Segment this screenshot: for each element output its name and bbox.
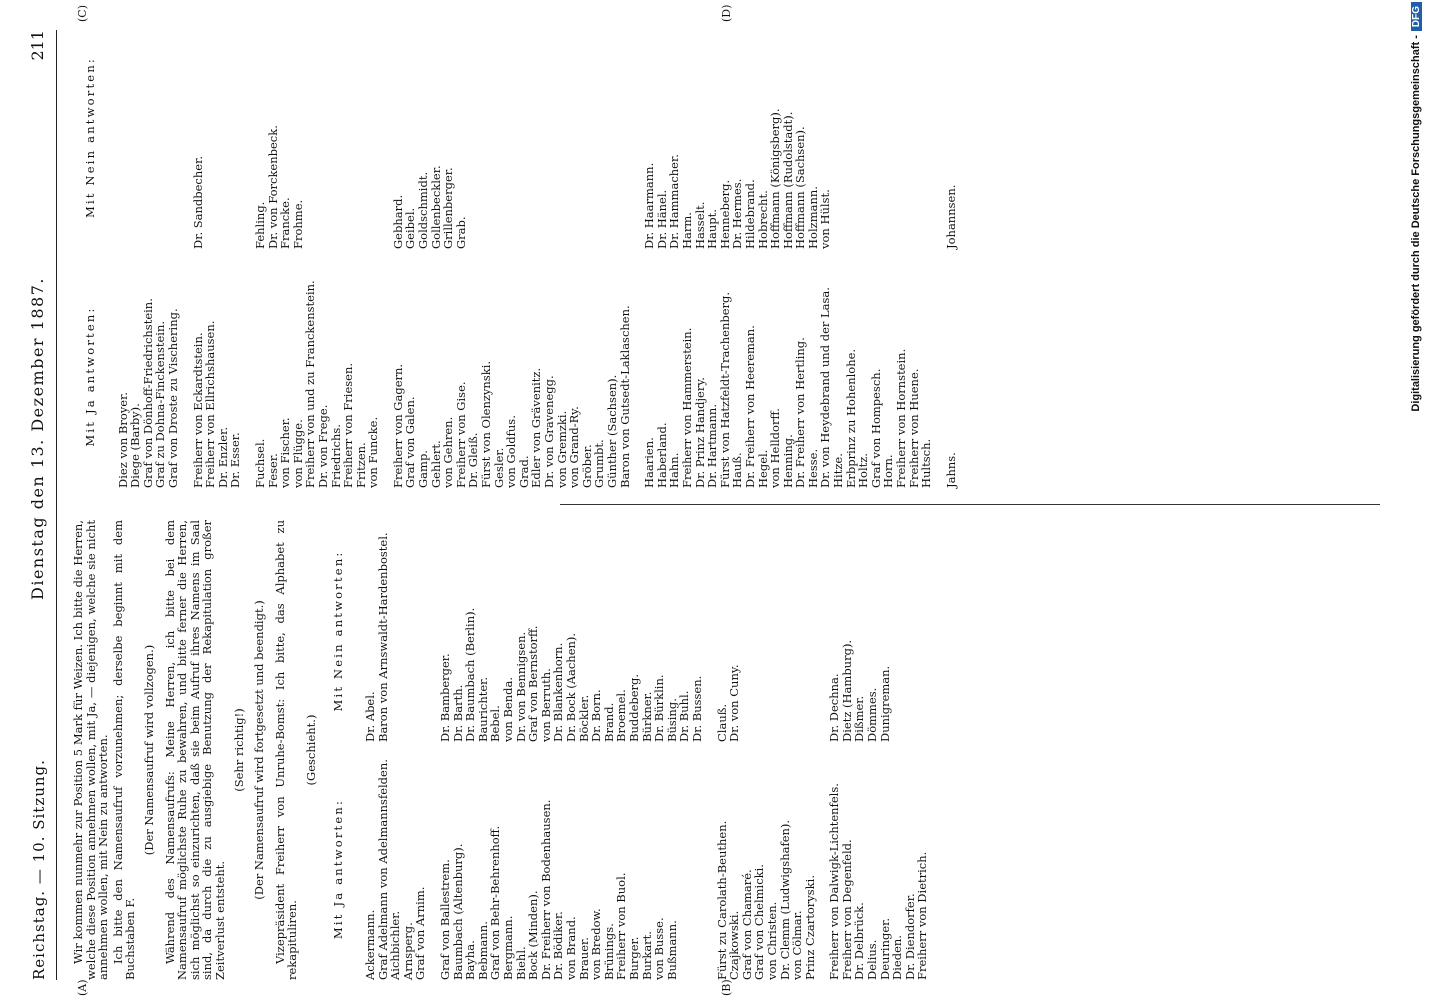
ja-heading: Mit Ja antworten: <box>330 798 345 940</box>
list-item: Edler von Grävenitz. <box>529 367 544 488</box>
list-item: Dr. von Bennigsen. <box>513 631 528 742</box>
list-item: von Gremzki. <box>554 410 569 488</box>
list-item: Graf von Arnim. <box>413 886 428 980</box>
list-item: Böckler. <box>576 694 591 742</box>
list-item: Delius. <box>865 939 880 980</box>
list-item: Dunigreman. <box>877 665 892 742</box>
list-item: Baumbach (Altenburg). <box>450 843 465 980</box>
margin-marker-a: (A) <box>76 979 89 996</box>
list-item: von Fischer. <box>278 417 293 488</box>
list-item: Dietz (Hamburg). <box>839 639 854 742</box>
list-item: Hoffmann (Sachsen). <box>793 126 808 249</box>
list-item: Graf von Chamaré. <box>739 869 754 980</box>
ja-list-a <box>364 758 427 980</box>
list-item: Fritzen. <box>353 442 368 488</box>
note-geschieht: (Geschieht.) <box>303 714 318 786</box>
vote-group-d <box>828 520 929 980</box>
list-item: von Helldorff. <box>768 408 783 488</box>
note-fortgesetzt: (Der Namensaufruf wird fortgesetzt und beendigt.) <box>252 600 267 900</box>
list-item: Dr. Bürklin. <box>652 674 667 742</box>
list-item: Dieden. <box>890 935 905 980</box>
list-item: Bock (Minden). <box>526 890 541 980</box>
list-item: Graf von Droste zu Vischering. <box>165 308 180 488</box>
list-item: Dr. Dechna. <box>827 673 842 742</box>
list-item: Jahns. <box>943 452 958 488</box>
list-item: Buddeberg. <box>626 673 641 742</box>
list-item: von Grand-Ry. <box>567 406 582 488</box>
list-item: Gehlert. <box>428 440 443 488</box>
header-left: Reichstag. — 10. Sitzung. <box>30 759 48 980</box>
nein-list-c <box>716 520 817 742</box>
list-item: Gollenbeckler. <box>428 165 443 249</box>
list-item: von Christen. <box>764 901 779 980</box>
list-item: von Flügge. <box>290 419 305 488</box>
dfg-logo: DFG <box>1411 2 1422 31</box>
list-item: Dr. Hammacher. <box>667 154 682 249</box>
list-item: Dr. Buhl. <box>677 690 692 742</box>
list-item: Francke. <box>278 197 293 249</box>
list-item: Dr. Clemm (Ludwigshafen). <box>777 819 792 980</box>
list-item: Dr. Diendorfer. <box>902 893 917 980</box>
list-item: Dr. Hartmann. <box>705 404 720 488</box>
nein-list-g <box>392 26 631 249</box>
list-item: Dr. Freiherr von Heereman. <box>742 325 757 488</box>
list-item: Freiherr von Degenfeld. <box>839 839 854 980</box>
list-item: Baron von Arnswaldt-Hardenbostel. <box>375 532 390 742</box>
list-item: von Cölmar. <box>790 910 805 980</box>
list-item: von Bredow. <box>589 908 604 980</box>
list-item: Fürst von Olenzynski. <box>479 360 494 488</box>
vote-group-g <box>392 26 631 488</box>
ja-list-e <box>192 265 242 488</box>
list-item: von Brand. <box>564 916 578 980</box>
list-item: Gröber. <box>579 444 594 488</box>
margin-marker-c: (C) <box>76 5 89 22</box>
list-item: Grumbt. <box>592 439 607 488</box>
list-item: Burger. <box>626 936 641 980</box>
ja-list-d2 <box>117 265 180 488</box>
list-item: Bergmann. <box>501 915 516 980</box>
list-item: Hildebrand. <box>742 179 757 249</box>
list-item: Brünings. <box>601 923 616 980</box>
nein-list-e <box>192 26 242 249</box>
list-item: Brauer. <box>576 937 591 980</box>
nein-list-h <box>643 26 933 249</box>
list-item: Dr. von Heydebrand und der Lasa. <box>818 287 833 488</box>
list-item: Clauß. <box>714 703 729 742</box>
paragraph-during-rollcall: Während des Namensaufrufs: Meine Herren, ich bitte bei dem Namensaufruf möglichste Ruhe zu bewahren, und bitte ferner die Herren, sich möglichst so einzurichten, daß sie beim Aufruf ihres Namens im Saal sind, da durch die zu ausgiebige Benutzung der Rekapitulation großer Zeitverlust entsteht. <box>162 520 227 980</box>
nein-heading: Mit Nein antworten: <box>330 550 345 712</box>
list-item: Dr. Born. <box>589 689 604 742</box>
credit-text: Digitalisierung gefördert durch die Deutsche Forschungsgemeinschaft - <box>1410 35 1422 412</box>
list-item: von Hülst. <box>818 189 833 249</box>
list-item: Hobrecht. <box>755 190 770 249</box>
digitization-credit <box>1402 2 1430 998</box>
list-item: Günther (Sachsen). <box>604 374 619 488</box>
list-item: Freiherr von und zu Franckenstein. <box>303 280 318 488</box>
list-item: Hauß. <box>730 452 745 488</box>
list-item: von Funcke. <box>366 416 381 488</box>
list-item: Hahn. <box>667 452 682 488</box>
list-item: Dr. Bödiker. <box>551 911 566 980</box>
list-item: Dömmes. <box>865 687 880 742</box>
list-item: Büsing. <box>664 698 679 742</box>
ja-list-h <box>643 265 933 488</box>
list-item: Hitze. <box>831 453 846 488</box>
paragraph-instruction: Ich bitte den Namensaufruf vorzunehmen; derselbe beginnt mit dem Buchstaben F. <box>110 520 138 980</box>
list-item: Graf Adelmann von Adelmannsfelden. <box>375 759 390 980</box>
list-item: Biehl. <box>513 946 528 980</box>
list-item: Holzmann. <box>805 186 820 249</box>
list-item: Holtz. <box>856 453 871 488</box>
list-item: Fürst von Hatzfeldt-Trachenberg. <box>717 291 732 488</box>
list-item: Dr. Gleiß. <box>466 432 481 488</box>
ja-list-f <box>254 265 380 488</box>
vote-group-b <box>439 520 703 980</box>
list-item: Feser. <box>265 453 280 488</box>
list-item: Deuringer. <box>877 917 892 980</box>
column-right <box>72 26 969 488</box>
list-item: Freiherr von Dietrich. <box>915 851 930 980</box>
list-item: Graf von Ballestrem. <box>438 859 453 980</box>
nein-list-d <box>828 520 929 742</box>
list-item: Brand. <box>601 702 616 742</box>
header-date: Dienstag den 13. Dezember 1887. <box>28 277 47 600</box>
list-item: Bayha. <box>463 940 478 980</box>
list-item: Ackermann. <box>363 909 378 980</box>
list-item: Hultsch. <box>919 438 934 488</box>
list-item: Gamp. <box>416 450 431 488</box>
list-item: Grab. <box>453 216 468 249</box>
ja-list-c <box>716 758 817 980</box>
list-item: Haberland. <box>654 422 669 488</box>
list-item: Dr. Delbrück. <box>852 902 867 980</box>
list-item: Bürkner. <box>639 691 654 742</box>
list-item: von Benda. <box>501 676 516 742</box>
list-item: Bebel. <box>488 705 503 742</box>
list-item: Freiherr von Gagern. <box>390 363 405 488</box>
list-item: Graf von Bernstorff. <box>526 625 541 742</box>
list-item: Dr. Blankenhorn. <box>551 642 566 742</box>
list-item: Hoffmann (Rudolstadt). <box>780 111 795 249</box>
list-item: Freiherr von Gise. <box>453 381 468 488</box>
list-item: Hasselt. <box>692 201 707 249</box>
list-item: Graf von Behr-Behrenhoff. <box>488 825 503 980</box>
list-item: Dr. von Forckenbeck. <box>265 125 280 249</box>
list-item: Johannsen. <box>943 184 958 249</box>
margin-marker-d: (D) <box>720 4 733 22</box>
list-item: Prinz Czartoryski. <box>802 875 817 980</box>
list-item: Dr. Freiherr von Bodenhausen. <box>538 799 553 980</box>
list-item: Hoffmann (Königsberg). <box>768 108 783 249</box>
list-item: Freiherr von Hornstein. <box>894 348 909 488</box>
nein-list-d2 <box>117 26 180 249</box>
list-item: Dr. Hänel. <box>654 189 669 249</box>
list-item: Dr. Hermes. <box>730 178 745 249</box>
vote-heads <box>326 520 353 980</box>
note-namensaufruf: (Der Namensaufruf wird vollzogen.) <box>141 644 156 856</box>
list-item: Burkart. <box>639 931 654 980</box>
list-item: Henneberg. <box>717 179 732 249</box>
list-item: Goldschmidt. <box>416 171 431 249</box>
page-header <box>16 30 57 980</box>
list-item: Freiherr von Hammerstein. <box>679 327 694 488</box>
list-item: Friedrichs. <box>328 424 343 488</box>
ja-heading-right: Mit Ja antworten: <box>83 306 97 447</box>
vote-group-d2 <box>117 26 180 488</box>
list-item: Erbprinz zu Hohenlohe. <box>843 348 858 488</box>
list-item: Bußmann. <box>664 920 679 980</box>
list-item: Hesse. <box>805 448 820 488</box>
list-item: Dr. Barth. <box>450 684 465 742</box>
list-item: Diege (Barby). <box>128 403 143 488</box>
list-item: Frohme. <box>290 199 305 249</box>
vote-group-e <box>192 26 242 488</box>
list-item: von Goldfus. <box>504 415 519 488</box>
list-item: Graf von Chelmicki. <box>752 864 767 980</box>
list-item: Dr. von Frege. <box>315 404 330 488</box>
list-item: Grad. <box>516 455 531 488</box>
list-item: Arnsperg. <box>400 922 415 980</box>
list-item: Graf zu Dohna-Finckenstein. <box>153 320 168 488</box>
list-item: Dr. Haarmann. <box>642 162 657 249</box>
list-item: Diez von Broyer. <box>115 392 130 488</box>
list-item: Dr. Freiherr von Hertling. <box>793 337 808 488</box>
ja-list-j <box>945 265 958 488</box>
list-item: Dr. Enzler. <box>215 427 230 488</box>
list-item: Dißmer. <box>852 695 867 742</box>
list-item: Fürst zu Carolath-Beuthen. <box>714 820 729 980</box>
list-item: Freiherr von Eckardtstein. <box>190 332 205 488</box>
list-item: Broemel. <box>614 689 629 742</box>
list-item: Grillenberger. <box>441 167 456 249</box>
list-item: Fuchsel. <box>252 438 267 488</box>
list-item: Dr. Sandbecher. <box>190 156 205 249</box>
paragraph-vizepraesident: Vizepräsident Freiherr von Unruhe-Bomst: Ich bitte, das Alphabet zu rekapituliren. <box>272 520 300 980</box>
list-item: Dr. Bussen. <box>689 675 704 742</box>
list-item: Fehling. <box>252 201 267 249</box>
vote-group-h <box>643 26 933 488</box>
vote-heads-right <box>78 26 105 488</box>
list-item: Czajkowski. <box>727 910 742 980</box>
nein-list-j <box>945 26 958 249</box>
credit-text-wrap <box>1402 2 1430 998</box>
note-sehr-richtig: (Sehr richtig!) <box>231 708 246 792</box>
list-item: Dr. Bock (Aachen). <box>564 632 578 742</box>
vote-group-a <box>364 520 427 980</box>
ja-list-b <box>439 758 703 980</box>
list-item: Henning. <box>780 434 795 488</box>
list-item: Graf von Hompesch. <box>868 368 883 488</box>
paragraph-intro: Wir kommen nunmehr zur Position 5 Mark für Weizen. Ich bitte die Herren, welche diese Position annehmen wollen, mit Ja, — diejenigen, welche sie nicht annehmen wollen, mit Nein zu antworten. <box>71 520 111 980</box>
list-item: Haarien. <box>642 437 657 488</box>
list-item: Dr. von Gravenegg. <box>542 375 556 488</box>
list-item: von Busse. <box>652 917 667 980</box>
nein-list-a <box>364 520 427 742</box>
list-item: Graf von Dönhoff-Friedrichstein. <box>140 298 155 488</box>
list-item: Bebmann. <box>475 921 490 980</box>
list-item: Graf von Galen. <box>403 396 418 488</box>
list-item: Dr. von Cuny. <box>727 664 742 742</box>
list-item: Dr. Esser. <box>228 432 243 488</box>
column-divider <box>560 504 1380 505</box>
list-item: Freiherr von Buol. <box>614 872 629 980</box>
list-item: Gebhard. <box>390 194 405 249</box>
list-item: Aichbichler. <box>388 910 403 980</box>
list-item: Dr. Abel. <box>363 691 378 742</box>
list-item: Freiherr von Friesen. <box>341 362 356 488</box>
list-item: Haupt. <box>705 209 720 249</box>
list-item: Dr. Bamberger. <box>438 653 453 742</box>
list-item: Dr. Baumbach (Berlin). <box>463 607 478 742</box>
list-item: Baurichter. <box>475 676 490 742</box>
vote-group-f <box>254 26 380 488</box>
nein-list-f <box>254 26 380 249</box>
list-item: Gesler. <box>491 447 506 488</box>
list-item: Geibel. <box>403 207 418 249</box>
ja-list-g <box>392 265 631 488</box>
list-item: Harm. <box>679 212 694 249</box>
page-number: 211 <box>28 30 47 61</box>
list-item: Freiherr von Huene. <box>906 368 921 488</box>
margin-marker-b: (B) <box>720 979 733 996</box>
nein-heading-right: Mit Nein antworten: <box>83 57 97 218</box>
ja-list-d <box>828 758 929 980</box>
list-item: Freiherr von Ellrichshausen. <box>203 320 218 488</box>
nein-list-b <box>439 520 703 742</box>
list-item: Baron von Gutsedt-Laklaschen. <box>617 305 632 488</box>
column-left <box>72 520 941 980</box>
list-item: von Berruth. <box>538 668 553 742</box>
list-item: Dr. Prinz Handjery. <box>692 377 707 488</box>
vote-group-c <box>716 520 817 980</box>
list-item: Horn. <box>881 454 896 488</box>
list-item: Hegel. <box>755 449 770 488</box>
vote-group-j <box>945 26 958 488</box>
list-item: von Gehren. <box>441 416 456 488</box>
list-item: Freiherr von Dalwigk-Lichtenfels. <box>827 783 842 980</box>
